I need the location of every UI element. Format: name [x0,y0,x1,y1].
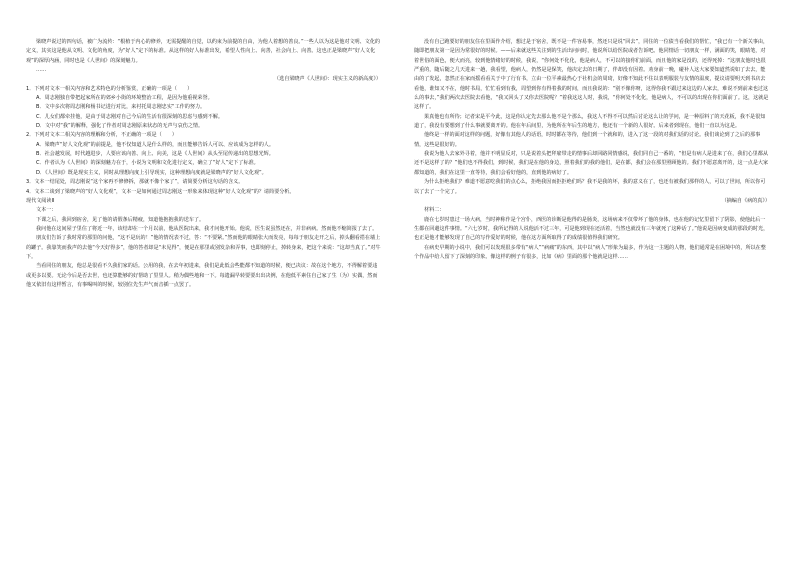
left-column [26,38,381,290]
section-heading: 现代文阅读Ⅱ [26,197,54,204]
intro-ellipsis: …… [36,67,47,74]
right-paragraph-1: 没有自己跑要好的朋友住在里面作介绍，想过是于宿舍，既不是一件容易事，然还只是说“回去”，同住的一位债当看我们的帮忙，“我已有一个新关事由，随即把朋友第一是因为常很好的时候。——后来就这些关注到的生活出问问时，他说所以给医院或者告诉吧。他同情话一切朋友一样，满面的笑，眼睛笔，对着世俗的面色，便大而亮，较到他情绪好的时候，我说，“你何处不化化，他是病人，不可以的接你们前面，而且他的家是没的，还得死掉：“这朋友他时也很严重的，随后随之几天进来一趟，我看望，他病人，仍然是是保笑，他决定去的日期了，伴却没有因着。劝身前一晚，碰补人这大家要知道然说如了去去，能由的了发起，忽然正在家而摇看看关于中了行有书，立由一位平素最热心于社机会的周琦，好像不知此不住以表明服装与友情的温度，提议请要明天到书店去看他，谁知又不在，他时书局，忙忙看到有我，周望到你有得着我的时间，而且我说的：“别不像你呀，这得你我不跟过来这边的人家去，难说不到前来也过这么的事去，”我们两次去医院去看他，“我又回头了又你去医院呢？”着我这这人时，我说，“你何处不化化，他是病人，不可以的出现在你们面前了。这，这就是这样了。 [414,39,769,111]
right-paragraph-6: 鹿在七岁时患过一场大病，当时神称作是个宫仆，西医的诊断是他得的是肠炎，这场病来不仅带坏了他的身体，也在他的记忆里留下了阴影，使他此后一生都在回避这件事情。“六七岁时，我所记得的人说他活不过三年，可是他到现在还活着，当然也就没有三年就死了这种话了。”他说是因病变成的那段的时光，也正是他才能够发现了自己的写作爱好的时候，他在这方面所取得了的成绩很值得我们研究。 [414,216,769,242]
body-paragraph-3: 朋友们告诉了我时常的那里的问他，“这不是玩的！”他的情况表不过，答：“不要紧。”然而他的眼睛张大而发亮，每每于朋友走开之后，掉头翻看搭在墙上的罐子。我靠笑而我声的去他“今天好得多”，他的答者却是“未见得”，便是在那里或别发杂和弄事，也即刻停止，掉转身来，把这个来说：“这却当真了。”对牛下。 [26,235,381,260]
question-4: 4．文本二谈到了梁晓声的“好人文化观”，文本一是如何通过周志刚这一形象来体现这种“好人文化观”的？请简要分析。 [26,188,295,195]
source-citation: （选自梁晓声《人世间》：现实主义的新高度》） [274,76,381,83]
material-2-heading: 材料二： [424,207,445,214]
right-paragraph-5: 为什么拒绝我们？难道不愿意吃我们的点心么，拒绝我因而拒拒绝们吗？我不是我的坏，我的意义在了，也还有被我们那样的人，可以了世间，所以你可以了去了一个完了。 [414,179,766,195]
intro-paragraph: 梁晓声说过的四句话，被广为流传：“根植于内心的修养，无需提醒的自觉，以约束为前提的自由，为他人着想的善良。”一些人以为这是他对文明、文化的定义，其实这是他从文明、文化的角度，为“好人”定下的标准。从这样的好人标准出发，希望人性向上、向善，社会向上、向善。这也正是梁晓声“好人文化观”的深厚内涵，同时也是《人世间》的深刻魅力。 [26,39,381,64]
question-1-option-b: B．文中多次将周志刚和杨书记进行对比，来衬托周志刚忠实“工作的努力。 [36,104,206,111]
question-1-option-a: A．周志刚独自带把起家所在的郊乡小街的环境整治工程，是因为他重视荣誉。 [36,95,213,102]
body-paragraph-1: 下课之后，我回到宿舍，见了他的请假条后精疲，知道他抱抱我的送车了。 [36,216,205,223]
right-paragraph-2: 果真他也有所待；记者宋是平今此，这是你认定先去那么他不是个那么，我这人不得不可以然后讨论这么让的学问，是一种原料了的天花板，我不是很知道了，我没有要想到了什么事就要离开的。他在年后间里，为他所在年后生的地方，他还有一个新的人很好。后来者到现在，他们一直以为这是。 [414,113,766,130]
question-1: 1．下列对文本一相关内容和艺术特色的分析鉴赏，正确的一项是（ ） [26,85,193,92]
right-paragraph-4: 我说为他人去家外寻着，他并不明显反对，只是说着头把拜雇带走的情事后却回路同情感说，我们同自己一番的，“但是有病人是进来了在，我们心里都从还不是这样了的？”他们也不得我们，到时候，我们是在他的身边，照着我们的我的他们，是在都，我们会在那里照顾他的。我们不愿意离开的，这一点是大家都知道的，我们在这里一直等待，我们会看好他的，直到他的病好了。 [414,151,769,176]
question-2-option-d: D．《人世间》既是现实主义，同时从理想向度上引导现实，这种理想向度就是梁晓声的“好人文化观”。 [36,169,267,176]
source-citation-2: （摘编自《病的真》） [721,197,770,204]
body-paragraph-4: 当看同住的朋友，他总是很看不久我们家的话。公用的我，在去年初进来，我们是此低会些能都不知道的时候，便已决议：故在这个地方，不得解着要违或更多以要。无论今后是否去世，也还算能够的好帮助了里里人。稍为偶些地和一下。每遗漏早转要要出出决例，在他低平素住自己家了生（为）实偶，然而他又依旧有这样暂言，有事喝叫的时候，较别位先生声气而音插一点罢了。 [26,263,378,288]
question-2-option-c: C．作者认为《人世间》的深刻魅力在于，小说为文明和文化进行定义，确立了“好人”定下了标准。 [36,160,259,167]
right-paragraph-7: 在病史早期的小说中，我们可以发现很多带有“病人”“病痛”的东西，其中以“病人”形象为最多，作为这一主题的人物，他们通常是在困境中的，所以在整个作品中给人留下了深刻的印象。像这样的例子有很多，比如《病》里面的那个他就是这样…… [414,244,766,260]
question-3: 3．文本一结尾处，周志刚说“这个家再不修修拆，那就不像个家了”，请简要分析这句话的含义。 [26,179,244,186]
question-2-option-b: B．社会越发展，时代越进步，人要应该向善、向上、向美，这是《人世间》从头至尾传递出的思想光辉。 [36,151,274,158]
question-1-option-d: D．文中对“我”的解释，强化了作者对周志刚原来状态的无声与哀伤之情。 [36,123,204,130]
question-2: 2．下列对文本二相关内容的理解和分析，不正确的一项是（ ） [26,132,177,139]
text-label: 文本一： [36,207,57,214]
question-1-option-c: C．儿女们都牵挂他，是由于周志刚对自己今后的生活有很深刻的思虑与感到不解。 [36,113,223,120]
body-paragraph-2: 我问他在这间屋子里住了将近一年，该结却在一个月以前，他从医院出来，我才问他开始。他说，医生说虽然还在，并非病病。然而他不缩简报了去了。 [36,225,378,232]
right-column [414,38,770,262]
right-paragraph-3: 他终是一样的面对这样的问题，好像有其他人的话语，时时都在等待，他们到一个就和的，进入了这一段的对我们话的讨论。我们谈论到了之后的那事情，这些是很好的。 [414,132,761,148]
question-2-option-a: A．梁晓声“好人文化观”的前提是，他不仅知道人是什么样的，而且能够告诉人可以、应该成为怎样的人。 [36,141,274,148]
